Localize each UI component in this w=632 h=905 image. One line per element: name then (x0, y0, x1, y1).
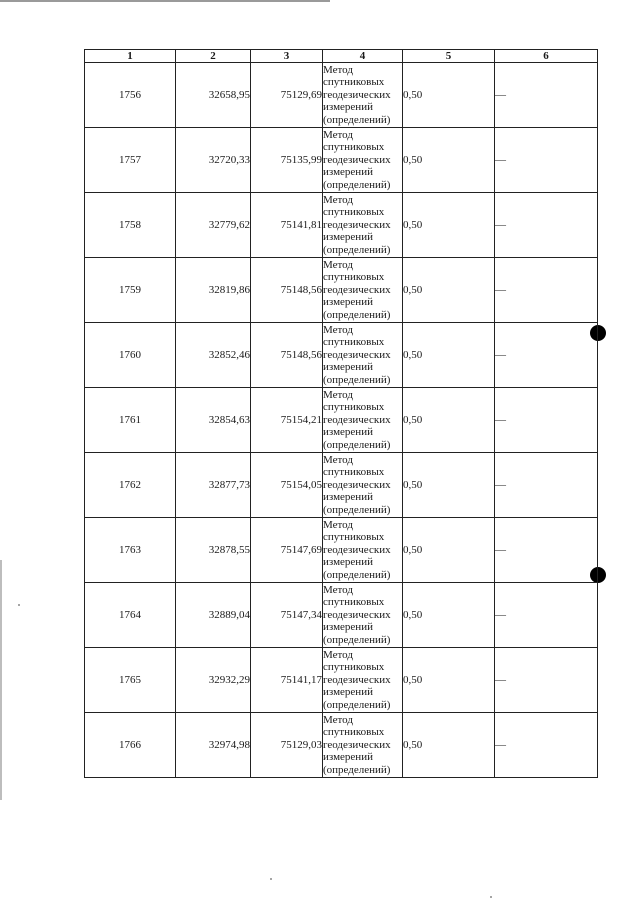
accuracy-cell: 0,50 (403, 323, 495, 388)
method-cell: Метод спутниковых геодезических измерений (определений) (323, 193, 403, 258)
table-row (85, 453, 598, 518)
point-number: 1763 (85, 518, 176, 583)
coordinate-x: 32658,95 (176, 63, 251, 128)
coordinate-x: 32779,62 (176, 193, 251, 258)
coordinate-x: 32720,33 (176, 128, 251, 193)
coordinate-x: 32889,04 (176, 583, 251, 648)
table-row (85, 713, 598, 778)
point-number: 1759 (85, 258, 176, 323)
accuracy-cell: 0,50 (403, 453, 495, 518)
accuracy-cell: 0,50 (403, 193, 495, 258)
point-number: 1765 (85, 648, 176, 713)
accuracy-cell: 0,50 (403, 128, 495, 193)
coordinate-x: 32932,29 (176, 648, 251, 713)
coordinate-y: 75135,99 (251, 128, 323, 193)
table-row (85, 323, 598, 388)
method-cell: Метод спутниковых геодезических измерений (определений) (323, 388, 403, 453)
table-row (85, 388, 598, 453)
column-header: 1 (85, 50, 176, 63)
method-cell: Метод спутниковых геодезических измерений (определений) (323, 583, 403, 648)
table-row (85, 193, 598, 258)
scan-edge-line (0, 0, 330, 2)
accuracy-cell: 0,50 (403, 648, 495, 713)
coordinate-x: 32974,98 (176, 713, 251, 778)
coordinate-y: 75154,05 (251, 453, 323, 518)
note-cell: — (495, 453, 598, 518)
note-cell: — (495, 63, 598, 128)
note-cell: — (495, 323, 598, 388)
note-cell: — (495, 258, 598, 323)
point-number: 1766 (85, 713, 176, 778)
scan-edge-line (0, 560, 2, 800)
note-cell: — (495, 128, 598, 193)
accuracy-cell: 0,50 (403, 518, 495, 583)
point-number: 1760 (85, 323, 176, 388)
coordinate-x: 32877,73 (176, 453, 251, 518)
method-cell: Метод спутниковых геодезических измерений (определений) (323, 713, 403, 778)
coordinate-x: 32878,55 (176, 518, 251, 583)
point-number: 1761 (85, 388, 176, 453)
note-cell: — (495, 518, 598, 583)
method-cell: Метод спутниковых геодезических измерений (определений) (323, 323, 403, 388)
column-header: 2 (176, 50, 251, 63)
coordinate-y: 75141,81 (251, 193, 323, 258)
column-header: 5 (403, 50, 495, 63)
coordinate-y: 75154,21 (251, 388, 323, 453)
method-cell: Метод спутниковых геодезических измерений (определений) (323, 63, 403, 128)
note-cell: — (495, 583, 598, 648)
method-cell: Метод спутниковых геодезических измерений (определений) (323, 128, 403, 193)
coordinate-x: 32819,86 (176, 258, 251, 323)
note-cell: — (495, 388, 598, 453)
coordinate-y: 75129,03 (251, 713, 323, 778)
table-header-row (85, 50, 598, 63)
accuracy-cell: 0,50 (403, 388, 495, 453)
coordinate-y: 75148,56 (251, 323, 323, 388)
accuracy-cell: 0,50 (403, 63, 495, 128)
coordinate-y: 75147,34 (251, 583, 323, 648)
coordinates-table (84, 49, 598, 778)
note-cell: — (495, 193, 598, 258)
table-row (85, 258, 598, 323)
note-cell: — (495, 713, 598, 778)
method-cell: Метод спутниковых геодезических измерений (определений) (323, 648, 403, 713)
accuracy-cell: 0,50 (403, 258, 495, 323)
method-cell: Метод спутниковых геодезических измерений (определений) (323, 258, 403, 323)
method-cell: Метод спутниковых геодезических измерений (определений) (323, 453, 403, 518)
accuracy-cell: 0,50 (403, 583, 495, 648)
coordinate-x: 32854,63 (176, 388, 251, 453)
point-number: 1757 (85, 128, 176, 193)
note-cell: — (495, 648, 598, 713)
scan-speck (18, 604, 20, 606)
table-row (85, 648, 598, 713)
method-cell: Метод спутниковых геодезических измерений (определений) (323, 518, 403, 583)
coordinate-y: 75141,17 (251, 648, 323, 713)
table-row (85, 518, 598, 583)
column-header: 6 (495, 50, 598, 63)
column-header: 3 (251, 50, 323, 63)
coordinate-y: 75148,56 (251, 258, 323, 323)
point-number: 1758 (85, 193, 176, 258)
point-number: 1762 (85, 453, 176, 518)
coordinate-y: 75147,69 (251, 518, 323, 583)
accuracy-cell: 0,50 (403, 713, 495, 778)
table-row (85, 583, 598, 648)
coordinate-x: 32852,46 (176, 323, 251, 388)
scan-speck (270, 878, 272, 880)
point-number: 1764 (85, 583, 176, 648)
point-number: 1756 (85, 63, 176, 128)
scan-speck (490, 896, 492, 898)
coordinate-y: 75129,69 (251, 63, 323, 128)
table-row (85, 63, 598, 128)
column-header: 4 (323, 50, 403, 63)
table-row (85, 128, 598, 193)
